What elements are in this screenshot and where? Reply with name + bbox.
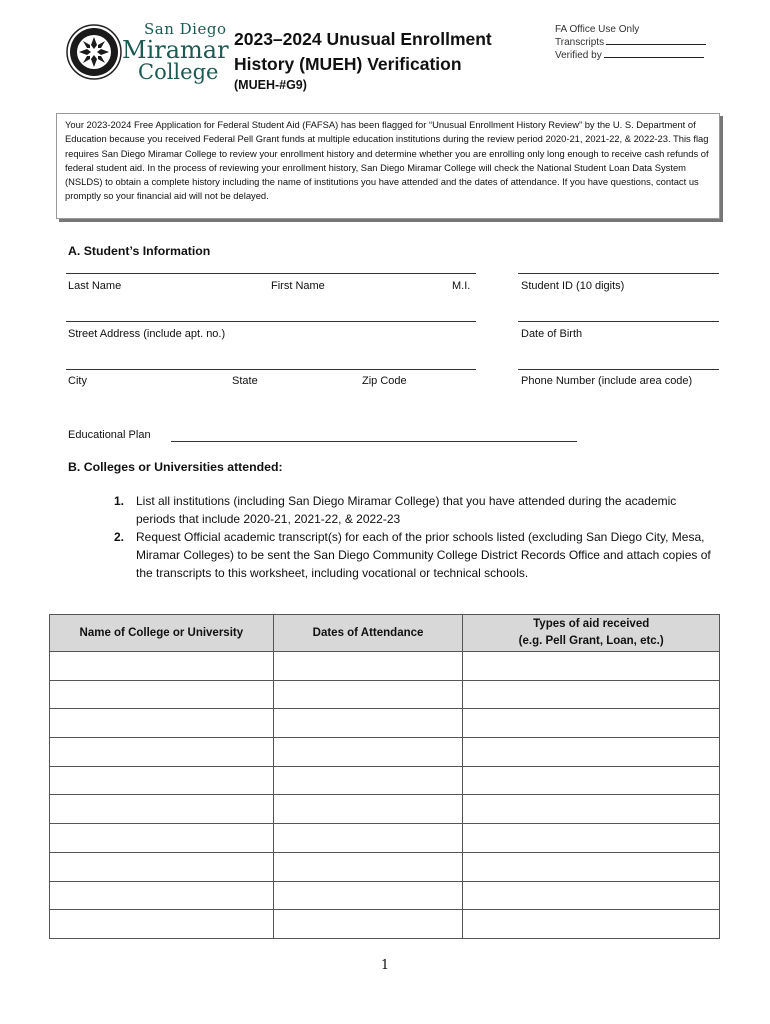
- student-id-label: Student ID (10 digits): [521, 280, 625, 292]
- table-row: [50, 709, 720, 738]
- dates-cell[interactable]: [273, 709, 463, 738]
- instruction-number-2: 2.: [114, 530, 125, 544]
- col-aid-types-title: Types of aid received: [533, 618, 650, 630]
- transcripts-label: Transcripts: [555, 37, 605, 48]
- logo-line-3: College: [138, 60, 219, 84]
- page-number: 1: [380, 958, 390, 973]
- aid-type-cell[interactable]: [463, 709, 720, 738]
- aid-type-cell[interactable]: [463, 881, 720, 910]
- section-a-heading: A. Student’s Information: [68, 244, 211, 258]
- table-header-row: [50, 615, 720, 652]
- table-row: [50, 852, 720, 881]
- city-label: City: [68, 375, 87, 387]
- educational-plan-label: Educational Plan: [68, 429, 151, 441]
- city-state-zip-input-line[interactable]: [66, 369, 476, 370]
- table-row: [50, 652, 720, 681]
- form-title: 2023–2024 Unusual Enrollment History (MUEH) Verification: [234, 29, 492, 74]
- col-aid-types: [463, 615, 720, 652]
- dob-input-line[interactable]: [518, 321, 719, 322]
- fafsa-notice-box: [56, 113, 720, 219]
- aid-type-cell[interactable]: [463, 795, 720, 824]
- table-row: [50, 680, 720, 709]
- dob-label: Date of Birth: [521, 328, 583, 340]
- colleges-table: [49, 614, 720, 939]
- aid-type-cell[interactable]: [463, 652, 720, 681]
- last-name-label: Last Name: [68, 280, 122, 292]
- verified-by-field[interactable]: [604, 49, 704, 58]
- mi-label: M.I.: [452, 280, 471, 292]
- table-row: [50, 910, 720, 939]
- name-input-line[interactable]: [66, 273, 476, 274]
- table-row: [50, 824, 720, 853]
- college-name-cell[interactable]: [50, 852, 274, 881]
- zip-label: Zip Code: [362, 375, 407, 387]
- section-b-heading: B. Colleges or Universities attended:: [68, 460, 283, 474]
- aid-type-cell[interactable]: [463, 910, 720, 939]
- dates-cell[interactable]: [273, 852, 463, 881]
- street-input-line[interactable]: [66, 321, 476, 322]
- aid-type-cell[interactable]: [463, 824, 720, 853]
- phone-label: Phone Number (include area code): [521, 375, 693, 387]
- office-use-block: [555, 23, 706, 62]
- table-row: [50, 738, 720, 767]
- aid-type-cell[interactable]: [463, 738, 720, 767]
- college-name-cell[interactable]: [50, 881, 274, 910]
- logo-line-2: Miramar: [122, 36, 229, 64]
- college-name-cell[interactable]: [50, 738, 274, 767]
- table-row: [50, 795, 720, 824]
- aid-type-cell[interactable]: [463, 852, 720, 881]
- instruction-number-1: 1.: [114, 494, 125, 508]
- dates-cell[interactable]: [273, 652, 463, 681]
- street-label: Street Address (include apt. no.): [68, 328, 226, 340]
- notice-text: Your 2023-2024 Free Application for Federal Student Aid (FAFSA) has been flagged for “Unusual Enrollment History Review” by the U. S. Department of Education because you received Federal Pell Grant funds at multiple education institutions during the review period 2020-21, 2021-22, & 2022-23. This flag requires San Diego Miramar College to review your enrollment history and determine whether you are enrolling only long enough to receive cash refunds of federal student aid. In the process of reviewing your enrollment history, San Diego Miramar College will check the National Student Loan Data System (NSLDS) to obtain a complete history including the name of institutions you have attended and the dates of attendance. If you have questions, contact us promptly so your financial aid will not be delayed.: [65, 119, 709, 202]
- instruction-text-1: List all institutions (including San Diego Miramar College) that you have attended during the academic periods that include 2020-21, 2021-22, & 2022-23: [136, 494, 677, 527]
- college-name-cell[interactable]: [50, 766, 274, 795]
- col-aid-types-example: (e.g. Pell Grant, Loan, etc.): [518, 635, 664, 647]
- college-name-cell[interactable]: [50, 910, 274, 939]
- instruction-item-2: [114, 528, 714, 583]
- college-name-cell[interactable]: [50, 680, 274, 709]
- instruction-item-1: [114, 492, 714, 528]
- form-code: (MUEH-#G9): [234, 78, 307, 92]
- table-body: [50, 652, 720, 939]
- verified-by-label: Verified by: [555, 50, 602, 61]
- state-label: State: [232, 375, 258, 387]
- first-name-label: First Name: [271, 280, 325, 292]
- dates-cell[interactable]: [273, 738, 463, 767]
- dates-cell[interactable]: [273, 795, 463, 824]
- logo-line-1: San Diego: [144, 20, 227, 38]
- dates-cell[interactable]: [273, 824, 463, 853]
- instruction-text-2: Request Official academic transcript(s) for each of the prior schools listed (excluding San Diego City, Mesa, Miramar Colleges) to be sent the San Diego Community College District Records Office and attach copies of the transcripts to this worksheet, including vocational or technical schools.: [136, 530, 711, 581]
- educational-plan-input-line[interactable]: [171, 441, 577, 442]
- college-seal-logo: [66, 24, 122, 80]
- office-use-heading: FA Office Use Only: [555, 24, 640, 35]
- college-name-cell[interactable]: [50, 652, 274, 681]
- col-college-name: Name of College or University: [50, 615, 274, 652]
- student-id-input-line[interactable]: [518, 273, 719, 274]
- transcripts-field[interactable]: [606, 36, 706, 45]
- college-wordmark: [122, 22, 230, 83]
- col-dates-attendance: Dates of Attendance: [273, 615, 463, 652]
- college-name-cell[interactable]: [50, 795, 274, 824]
- college-name-cell[interactable]: [50, 709, 274, 738]
- aid-type-cell[interactable]: [463, 680, 720, 709]
- aid-type-cell[interactable]: [463, 766, 720, 795]
- table-row: [50, 881, 720, 910]
- dates-cell[interactable]: [273, 881, 463, 910]
- college-name-cell[interactable]: [50, 824, 274, 853]
- phone-input-line[interactable]: [518, 369, 719, 370]
- dates-cell[interactable]: [273, 680, 463, 709]
- table-row: [50, 766, 720, 795]
- dates-cell[interactable]: [273, 766, 463, 795]
- dates-cell[interactable]: [273, 910, 463, 939]
